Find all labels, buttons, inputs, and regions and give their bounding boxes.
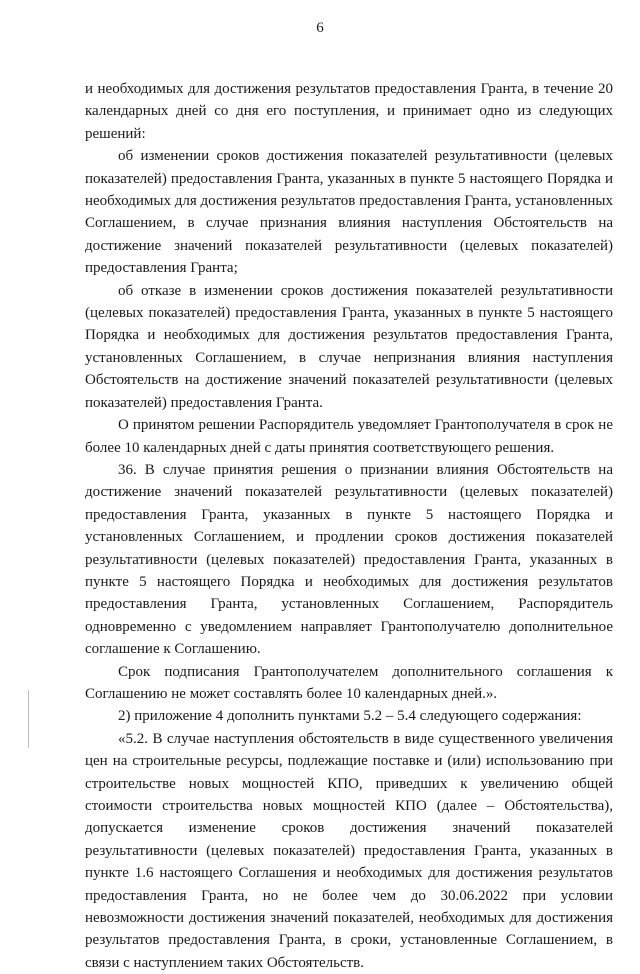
- scan-artifact-line: [28, 690, 29, 748]
- paragraph-refusal-decision: об отказе в изменении сроков достижения показателей результативности (целевых показателей) предоставления Гранта, указанных в пункте 5 настоящего Порядка и необходимых для достижения результатов предоставления Гранта, установленных Соглашением, в случае непризнания влияния наступления Обстоятельств на достижение значений показателей результативности (целевых показателей) предоставления Гранта.: [85, 282, 613, 411]
- paragraph-clause-36: 36. В случае принятия решения о признании влияния Обстоятельств на достижение значений показателей результативности (целевых показателей) предоставления Гранта, указанных в пункте 5 настоящего Порядка и установленных Соглашением, и продлении сроков достижения показателей результативности (целевых показателей) предоставления Гранта, указанных в пункте 5 настоящего Порядка и необходимых для достижения результатов предоставления Гранта, установленных Соглашением, Распорядитель одновременно с уведомлением направляет Грантополучателю дополнительное соглашение к Соглашению.: [85, 461, 613, 658]
- paragraph-intro: и необходимых для достижения результатов предоставления Гранта, в течение 20 календарных дней со дня его поступления, и принимает одно из следующих решений:: [85, 81, 613, 142]
- page-number: 6: [316, 20, 324, 36]
- paragraph-notification: О принятом решении Распорядитель уведомляет Грантополучателя в срок не более 10 календарных дней с даты принятия соответствующего решения.: [85, 417, 613, 456]
- paragraph-appendix-4: 2) приложение 4 дополнить пунктами 5.2 – 5.4 следующего содержания:: [118, 708, 582, 725]
- paragraph-clause-5-2: «5.2. В случае наступления обстоятельств в виде существенного увеличения цен на строительные ресурсы, подлежащие поставке и (или) использованию при строительстве новых мощностей КПО, приведших к увеличению общей стоимости строительства новых мощностей КПО (далее – Обстоятельства), допускается изменение сроков достижения значений показателей результативности (целевых показателей) предоставления Гранта, указанных в пункте 1.6 настоящего Соглашения и необходимых для достижения результатов предоставления Гранта, но не более чем до 30.06.2022 при условии невозможности достижения значений показателей, необходимых для достижения результатов предоставления Гранта, в сроки, установленные Соглашением, в связи с наступлением таких Обстоятельств.: [85, 730, 613, 971]
- paragraph-signing-term: Срок подписания Грантополучателем дополнительного соглашения к Соглашению не может составлять более 10 календарных дней.».: [85, 663, 613, 702]
- document-body: [85, 78, 613, 974]
- paragraph-change-decision: об изменении сроков достижения показателей результативности (целевых показателей) предоставления Гранта, указанных в пункте 5 настоящего Порядка и необходимых для достижения результатов предоставления Гранта, установленных Соглашением, в случае признания влияния наступления Обстоятельств на достижение значений показателей результативности (целевых показателей) предоставления Гранта;: [85, 148, 613, 277]
